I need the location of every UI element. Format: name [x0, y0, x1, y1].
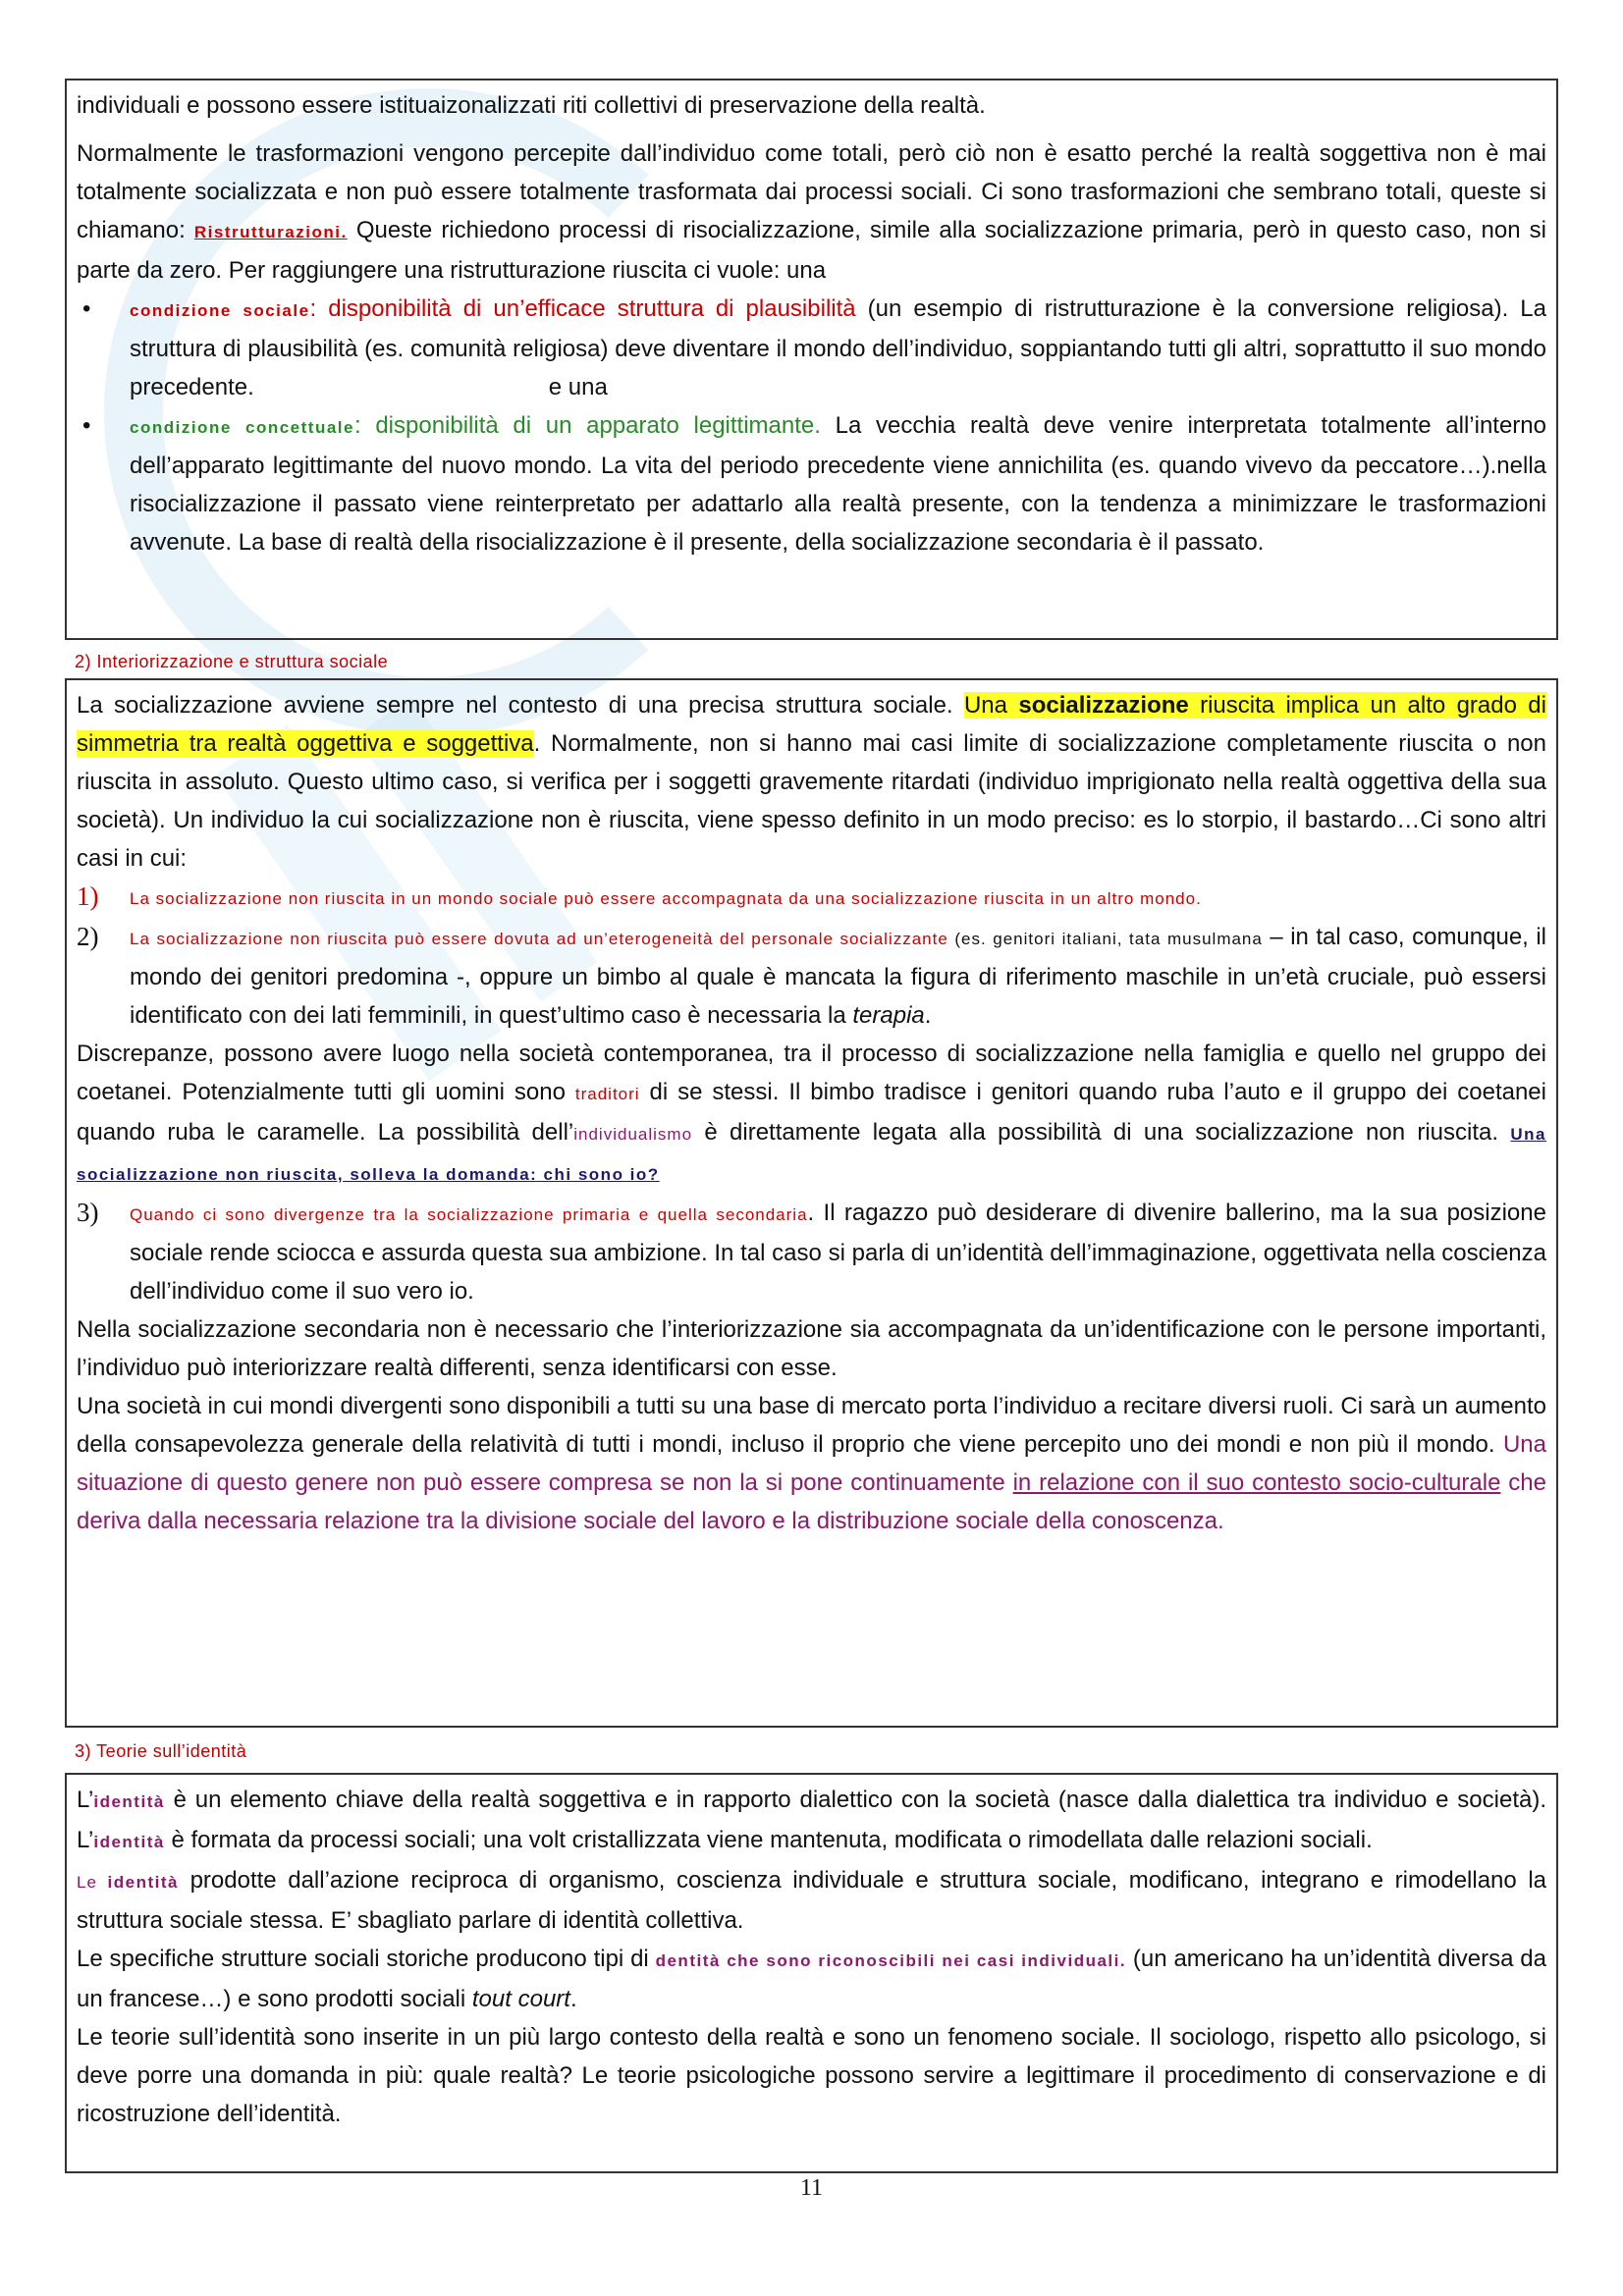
list-item: 1) La socializzazione non riuscita in un mondo sociale può essere accompagnata da una socializzazione riuscita in un altro mondo.	[77, 881, 1202, 911]
section-heading: 3) Teorie sull’identità	[75, 1741, 247, 1761]
paragraph: Una società in cui mondi divergenti sono disponibili a tutti su una base di mercato porta l’individuo a recitare diversi ruoli. Ci sarà un aumento della consapevolezza generale della relatività di tutti i mondi, incluso il proprio che viene percepito uno dei mondi e non più il mondo. Una situazione di questo genere non può essere compresa se non la si pone continuamente in relazione con il suo contesto socio-culturale che deriva dalla necessaria relazione tra la divisione sociale del lavoro e la distribuzione sociale della conoscenza.	[77, 1393, 1546, 1534]
text-box-risocializzazione	[65, 79, 1558, 640]
paragraph: individuali e possono essere istituaizonalizzati riti collettivi di preservazione della realtà.	[77, 92, 986, 119]
paragraph: Le specifiche strutture sociali storiche producono tipi di dentità che sono riconoscibili nei casi individuali. (un americano ha un’identità diversa da un francese…) e sono prodotti sociali tout court.	[77, 1946, 1546, 2012]
paragraph: Le identità prodotte dall’azione reciproca di organismo, coscienza individuale e struttura sociale, modificano, integrano e rimodellano la struttura sociale stessa. E’ sbagliato parlare di identità collettiva.	[77, 1867, 1546, 1934]
list-item: • condizione concettuale: disponibilità di un apparato legittimante. La vecchia realtà deve venire interpretata totalmente all’interno dell’apparato legittimante del nuovo mondo. La vita del periodo precedente viene annichilita (es. quando vivevo da peccatore…).nella risocializzazione il passato viene reinterpretato per adattarlo alla realtà presente, con la tendenza a minimizzare le trasformazioni avvenute. La base di realtà della risocializzazione è il presente, della socializzazione secondaria è il passato.	[77, 406, 1546, 561]
paragraph: Normalmente le trasformazioni vengono percepite dall’individuo come totali, però ciò non è esatto perché la realtà soggettiva non è mai totalmente socializzata e non può essere totalmente trasformata dai processi sociali. Ci sono trasformazioni che sembrano totali, queste si chiamano: Ristrutturazioni. Queste richiedono processi di risocializzazione, simile alla socializzazione primaria, però in questo caso, non si parte da zero. Per raggiungere una ristrutturazione riuscita ci vuole: una	[77, 140, 1546, 284]
list-item: 3) Quando ci sono divergenze tra la socializzazione primaria e quella secondaria. Il ragazzo può desiderare di divenire ballerino, ma la sua posizione sociale rende sciocca e assurda questa sua ambizione. In tal caso si parla di un’identità dell’immaginazione, oggettivata nella coscienza dell’individuo come il suo vero io.	[77, 1198, 1546, 1305]
numbered-list	[77, 1194, 1546, 1310]
paragraph: L’identità è un elemento chiave della realtà soggettiva e in rapporto dialettico con la società (nasce dalla dialettica tra individuo e società). L’identità è formata da processi sociali; una volt cristallizzata viene mantenuta, modificata o rimodellata dalle relazioni sociali.	[77, 1787, 1546, 1853]
paragraph: Discrepanze, possono avere luogo nella società contemporanea, tra il processo di socializzazione nella famiglia e quello nel gruppo dei coetanei. Potenzialmente tutti gli uomini sono traditori di se stessi. Il bimbo tradisce i genitori quando ruba l’auto e il gruppo dei coetanei quando ruba le caramelle. La possibilità dell’individualismo è direttamente legata alla possibilità di una socializzazione non riuscita. Una socializzazione non riuscita, solleva la domanda: chi sono io?	[77, 1041, 1547, 1184]
numbered-list	[77, 878, 1546, 1035]
bullet-list	[77, 290, 1546, 561]
text-box-teorie-identita	[65, 1773, 1558, 2173]
list-item: • condizione sociale: disponibilità di un’efficace struttura di plausibilità (un esempio di ristrutturazione è la conversione religiosa). La struttura di plausibilità (es. comunità religiosa) deve diventare il mondo dell’individuo, soppiantando tutti gli altri, soprattutto il suo mondo precedente. e una	[77, 290, 1546, 406]
page-number: 11	[799, 2175, 824, 2201]
term-ristrutturazioni: Ristrutturazioni.	[193, 223, 348, 241]
text-box-interiorizzazione	[65, 678, 1558, 1728]
paragraph: La socializzazione avviene sempre nel contesto di una precisa struttura sociale. Una socializzazione riuscita implica un alto grado di simmetria tra realtà oggettiva e soggettiva. Normalmente, non si hanno mai casi limite di socializzazione completamente riuscita o non riuscita in assoluto. Questo ultimo caso, si verifica per i soggetti gravemente ritardati (individuo imprigionato nella realtà oggettiva della sua società). Un individuo la cui socializzazione non è riuscita, viene spesso definito in un modo preciso: es lo storpio, il bastardo…Ci sono altri casi in cui:	[77, 692, 1547, 872]
paragraph: Le teorie sull’identità sono inserite in un più largo contesto della realtà e sono un fenomeno sociale. Il sociologo, rispetto allo psicologo, si deve porre una domanda in più: quale realtà? Le teorie psicologiche possono servire a legittimare il procedimento di conservazione e di ricostruzione dell’identità.	[77, 2024, 1546, 2127]
section-heading: 2) Interiorizzazione e struttura sociale	[75, 652, 389, 671]
list-item: 2) La socializzazione non riuscita può essere dovuta ad un’eterogeneità del personale socializzante (es. genitori italiani, tata musulmana – in tal caso, comunque, il mondo dei genitori predomina -, oppure un bimbo al quale è mancata la figura di riferimento maschile in un’età cruciale, può essersi identificato con dei lati femminili, in quest’ultimo caso è necessaria la terapia.	[77, 922, 1547, 1029]
paragraph: Nella socializzazione secondaria non è necessario che l’interiorizzazione sia accompagnata da un’identificazione con le persone importanti, l’individuo può interiorizzare realtà differenti, senza identificarsi con esse.	[77, 1316, 1546, 1381]
